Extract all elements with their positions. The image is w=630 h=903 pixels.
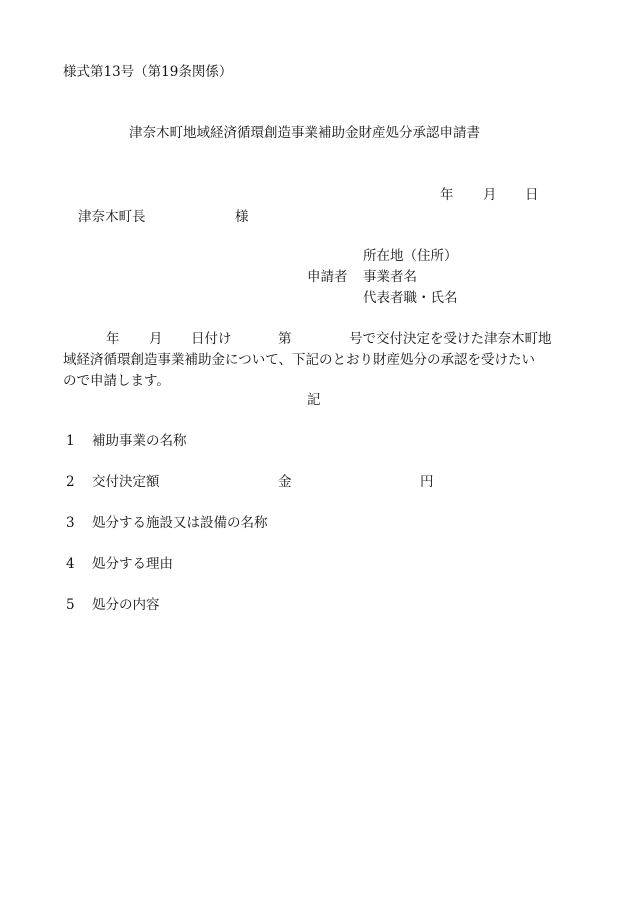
item-4-number: 4 <box>66 556 75 572</box>
applicant-representative: 代表者職・氏名 <box>363 290 458 306</box>
item-5-number: 5 <box>66 597 75 613</box>
body-day: 日付け <box>191 331 232 347</box>
item-1-number: 1 <box>66 433 75 449</box>
applicant-label: 申請者 <box>307 269 348 285</box>
date-month: 月 <box>483 187 497 203</box>
item-4-label: 処分する理由 <box>92 556 173 572</box>
item-3-label: 処分する施設又は設備の名称 <box>92 515 268 531</box>
addressee-honorific: 様 <box>235 209 249 225</box>
date-year: 年 <box>440 187 454 203</box>
item-2-number: 2 <box>66 474 75 490</box>
body-month: 月 <box>149 331 163 347</box>
item-2-kin: 金 <box>278 474 292 490</box>
form-number: 様式第13号（第19条関係） <box>63 64 233 80</box>
applicant-business-name: 事業者名 <box>363 269 417 285</box>
date-day: 日 <box>525 187 539 203</box>
body-line3: ので申請します。 <box>63 373 170 389</box>
body-dai: 第 <box>278 331 292 347</box>
item-5-label: 処分の内容 <box>92 597 160 613</box>
item-3-number: 3 <box>66 515 75 531</box>
applicant-address: 所在地（住所） <box>363 248 458 264</box>
ki-heading: 記 <box>307 392 321 408</box>
item-1-label: 補助事業の名称 <box>92 433 187 449</box>
document-title: 津奈木町地域経済循環創造事業補助金財産処分承認申請書 <box>129 125 480 141</box>
body-line2: 域経済循環創造事業補助金について、下記のとおり財産処分の承認を受けたい <box>63 352 535 368</box>
item-2-en: 円 <box>420 474 434 490</box>
body-line1-rest: 号で交付決定を受けた津奈木町地 <box>349 331 552 347</box>
addressee-name: 津奈木町長 <box>78 209 146 225</box>
body-year: 年 <box>106 331 120 347</box>
item-2-label: 交付決定額 <box>92 474 160 490</box>
